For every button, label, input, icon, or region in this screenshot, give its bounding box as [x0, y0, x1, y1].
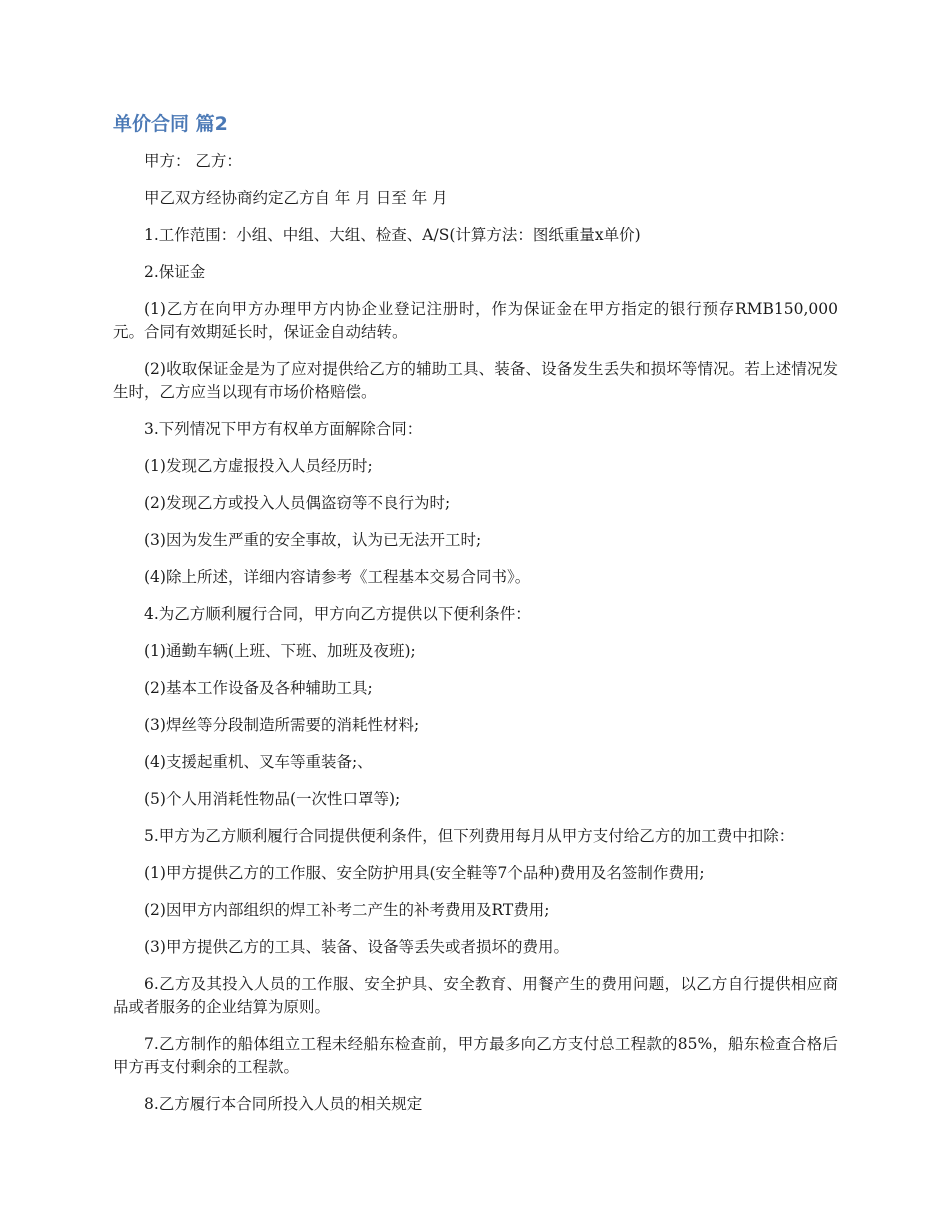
paragraph: 甲乙双方经协商约定乙方自 年 月 日至 年 月	[144, 189, 448, 207]
document-body	[113, 110, 838, 1130]
paragraph-list	[113, 150, 838, 1116]
paragraph: (1)乙方在向甲方办理甲方内协企业登记注册时，作为保证金在甲方指定的银行预存RMB150,000元。合同有效期延长时，保证金自动结转。	[113, 300, 838, 341]
paragraph: (2)收取保证金是为了应对提供给乙方的辅助工具、装备、设备发生丢失和损坏等情况。若上述情况发生时，乙方应当以现有市场价格赔偿。	[113, 360, 838, 401]
document-title: 单价合同 篇2	[113, 113, 228, 135]
paragraph: (3)因为发生严重的安全事故，认为已无法开工时;	[144, 531, 482, 549]
paragraph: (4)除上所述，详细内容请参考《工程基本交易合同书》。	[144, 568, 531, 586]
paragraph: 4.为乙方顺利履行合同，甲方向乙方提供以下便利条件：	[144, 605, 531, 623]
paragraph: (5)个人用消耗性物品(一次性口罩等);	[144, 790, 401, 808]
paragraph: 6.乙方及其投入人员的工作服、安全护具、安全教育、用餐产生的费用问题，以乙方自行提供相应商品或者服务的企业结算为原则。	[113, 975, 838, 1016]
paragraph: (1)甲方提供乙方的工作服、安全防护用具(安全鞋等7个品种)费用及名签制作费用;	[144, 864, 705, 882]
paragraph: 7.乙方制作的船体组立工程未经船东检查前，甲方最多向乙方支付总工程款的85%，船东检查合格后甲方再支付剩余的工程款。	[113, 1035, 838, 1076]
paragraph: (2)发现乙方或投入人员偶盗窃等不良行为时;	[144, 494, 451, 512]
paragraph: 甲方： 乙方：	[144, 152, 242, 170]
paragraph: (3)焊丝等分段制造所需要的消耗性材料;	[144, 716, 420, 734]
paragraph: (4)支援起重机、叉车等重装备;、	[144, 753, 373, 771]
paragraph: (2)因甲方内部组织的焊工补考二产生的补考费用及RT费用;	[144, 901, 550, 919]
paragraph: (1)通勤车辆(上班、下班、加班及夜班);	[144, 642, 416, 660]
paragraph: 3.下列情况下甲方有权单方面解除合同：	[144, 420, 423, 438]
paragraph: (1)发现乙方虚报投入人员经历时;	[144, 457, 373, 475]
paragraph: 2.保证金	[144, 263, 206, 281]
paragraph: (3)甲方提供乙方的工具、装备、设备等丢失或者损坏的费用。	[144, 938, 569, 956]
paragraph: 1.工作范围：小组、中组、大组、检查、A/S(计算方法：图纸重量x单价)	[144, 226, 641, 244]
paragraph: 5.甲方为乙方顺利履行合同提供便利条件，但下列费用每月从甲方支付给乙方的加工费中扣除：	[144, 827, 795, 845]
paragraph: 8.乙方履行本合同所投入人员的相关规定	[144, 1095, 423, 1113]
paragraph: (2)基本工作设备及各种辅助工具;	[144, 679, 373, 697]
